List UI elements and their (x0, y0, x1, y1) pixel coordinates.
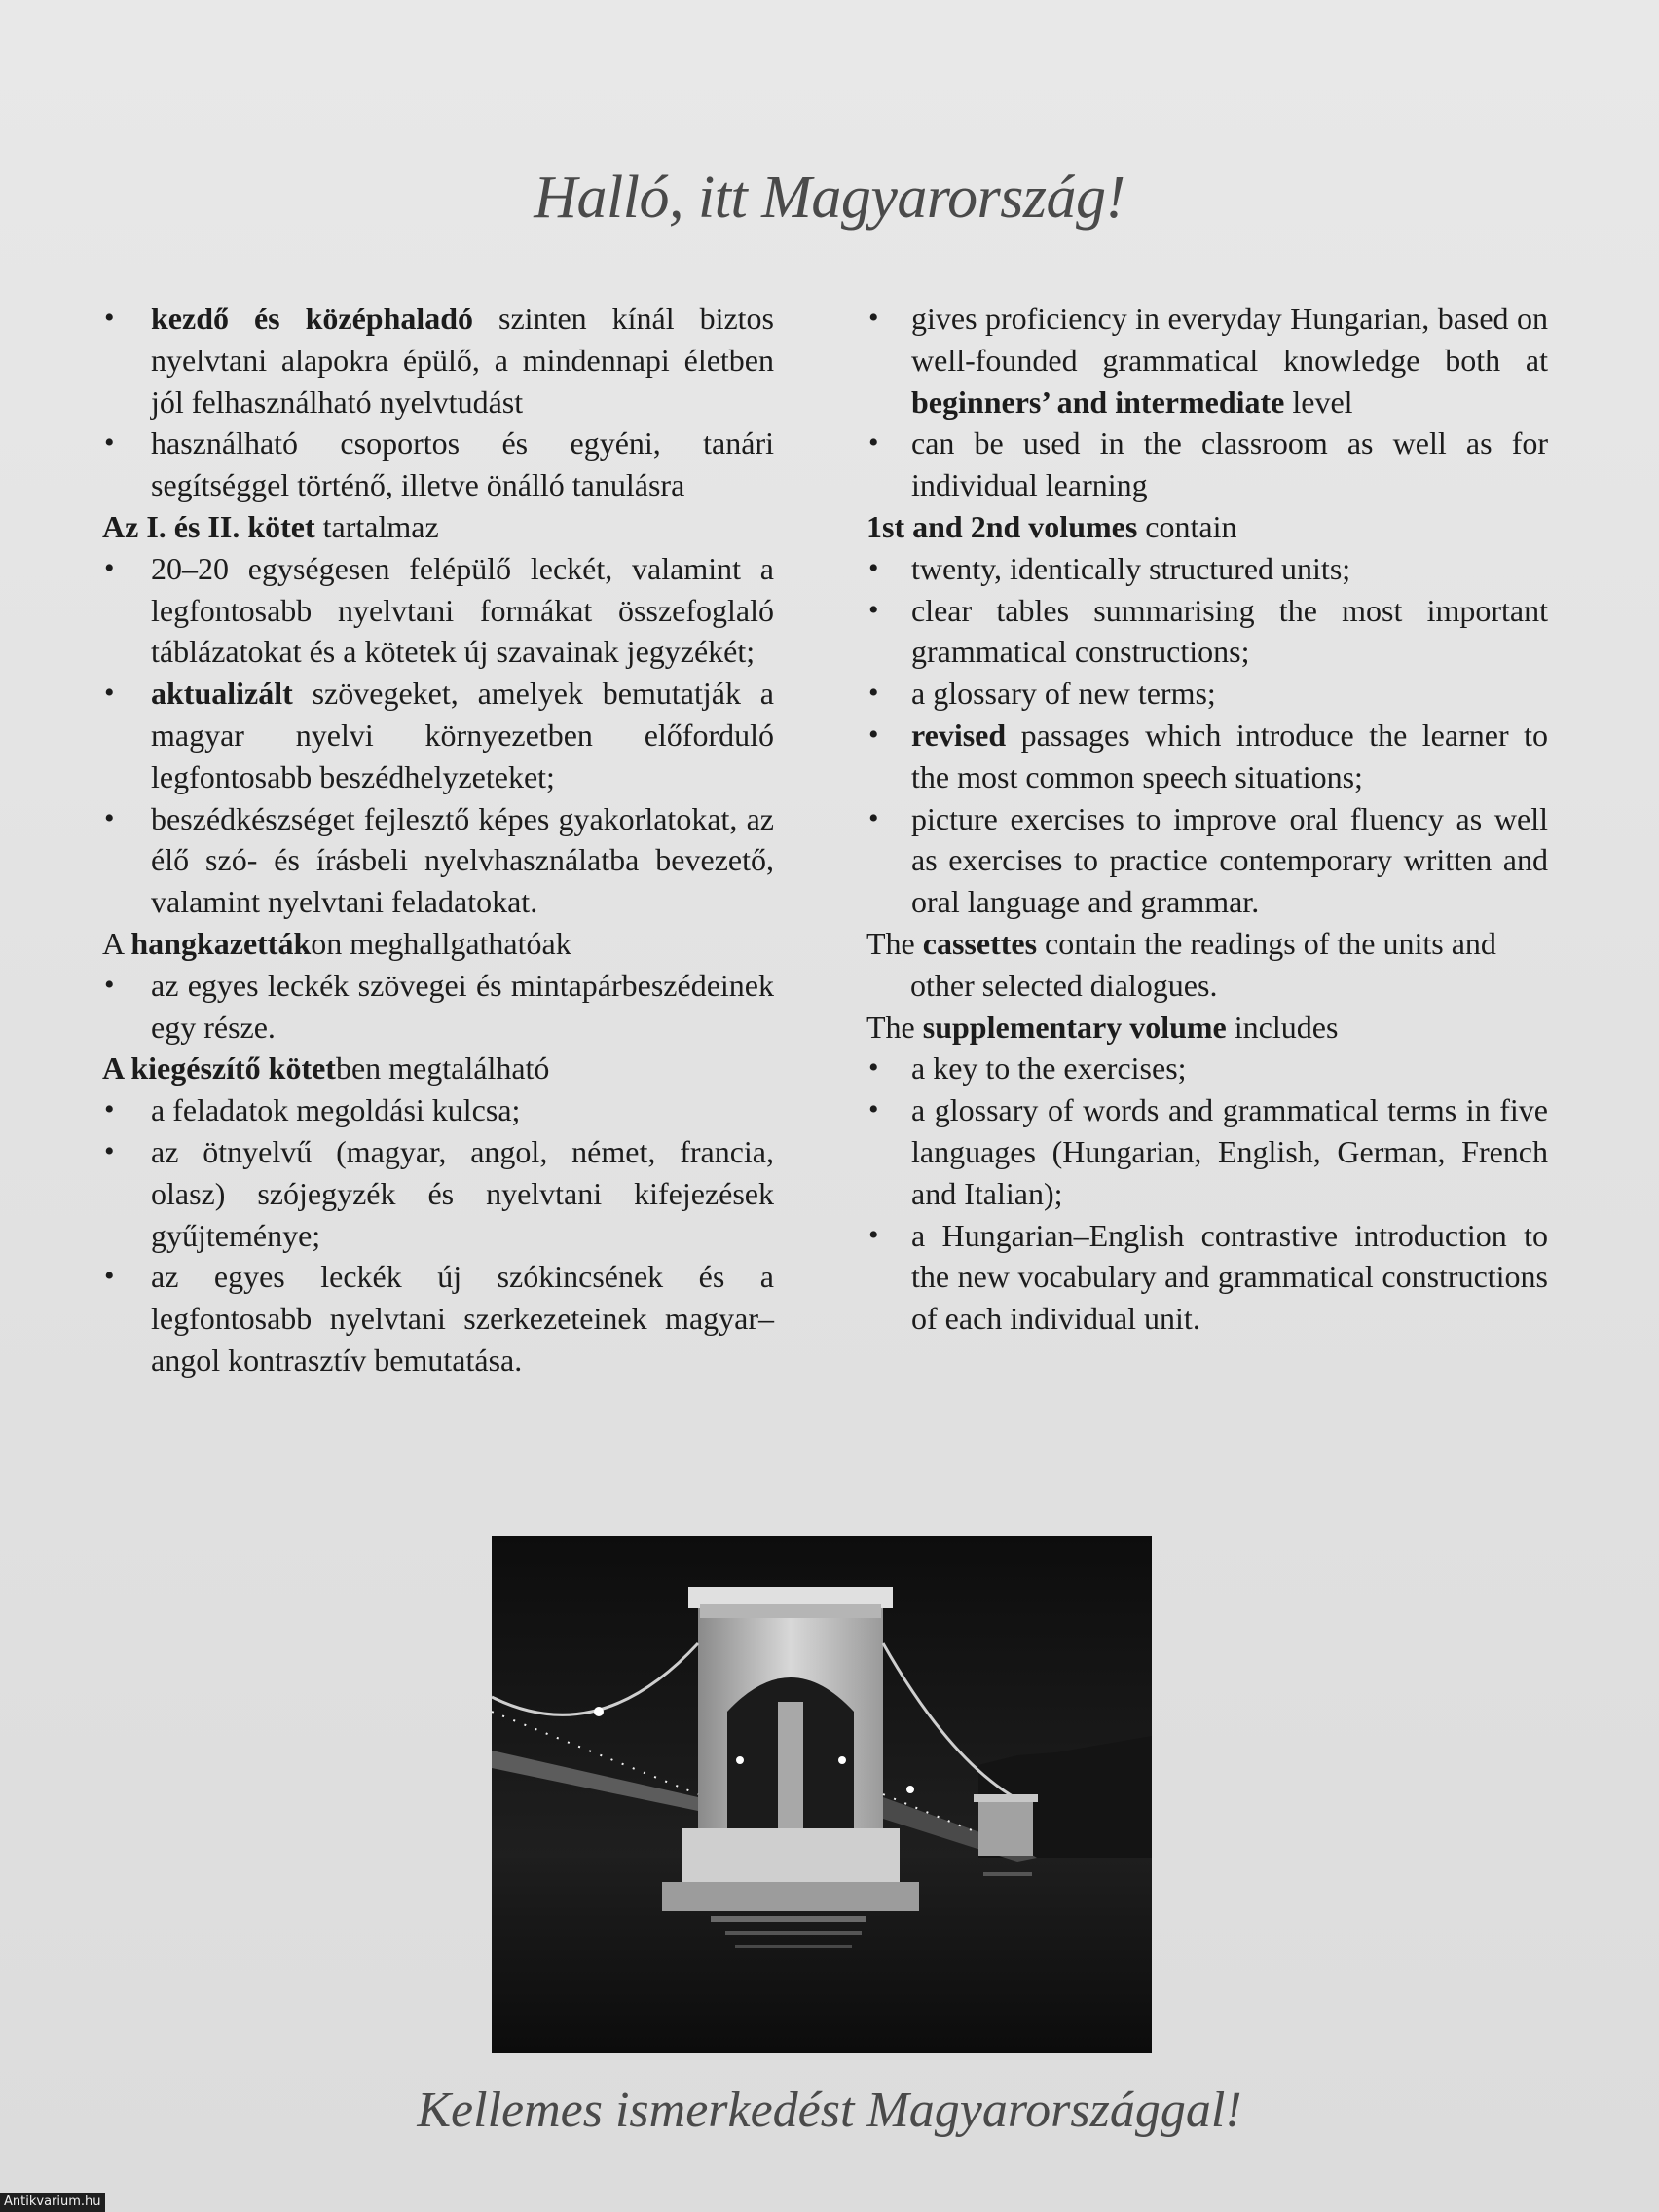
list-item: • az egyes leckék új szókincsének és a legfontosabb nyelvtani szerkezeteinek magyar–angol kontrasztív bemutatása. (102, 1256, 774, 1381)
list-item: • az ötnyelvű (magyar, angol, német, francia, olasz) szójegyzék és nyelvtani kifejezések gyűjteménye; (102, 1131, 774, 1256)
list-item: • a glossary of words and grammatical terms in five languages (Hungarian, English, German, French and Italian); (866, 1089, 1548, 1214)
cassette-paragraph-en: The cassettes contain the readings of the units and other selected dialogues. (866, 925, 1496, 1003)
list-item: • aktualizált szövegeket, amelyek bemutatják a magyar nyelvi környezetben előforduló legfontosabb beszédhelyzeteket; (102, 673, 774, 797)
list-item: • twenty, identically structured units; (866, 548, 1548, 590)
list-item: • használható csoportos és egyéni, tanári segítséggel történő, illetve önálló tanulásra (102, 423, 774, 506)
list-item: • picture exercises to improve oral fluency as well as exercises to practice contemporary written and oral language and grammar. (866, 798, 1548, 923)
supplementary-list-en (866, 1048, 1548, 1340)
volumes-heading-en: 1st and 2nd volumes contain (866, 508, 1237, 544)
list-item: • can be used in the classroom as well as for individual learning (866, 423, 1548, 506)
list-item: • revised passages which introduce the learner to the most common speech situations; (866, 715, 1548, 798)
list-item: • a Hungarian–English contrastive introduction to the new vocabulary and grammatical constructions of each individual unit. (866, 1215, 1548, 1340)
supplementary-heading-hu: A kiegészítő kötetben megtalálható (102, 1051, 550, 1087)
list-item: • gives proficiency in everyday Hungarian, based on well-founded grammatical knowledge both at beginners’ and intermediate level (866, 298, 1548, 423)
intro-list-en (866, 298, 1548, 506)
supplementary-list-hu (102, 1089, 774, 1382)
list-item: • a glossary of new terms; (866, 673, 1548, 715)
cassette-list-hu (102, 965, 774, 1049)
volumes-list-en (866, 548, 1548, 923)
english-column (866, 298, 1548, 1340)
page-title: Halló, itt Magyarország! (534, 165, 1125, 231)
hungarian-column (102, 298, 774, 1382)
list-item: • a feladatok megoldási kulcsa; (102, 1089, 774, 1131)
list-item: • az egyes leckék szövegei és mintapárbeszédeinek egy része. (102, 965, 774, 1049)
list-item: • a key to the exercises; (866, 1048, 1548, 1089)
cassette-heading-hu: A hangkazettákon meghallgathatóak (102, 925, 571, 961)
list-item: • beszédkészséget fejlesztő képes gyakorlatokat, az élő szó- és írásbeli nyelvhasználatba bevezető, valamint nyelvtani feladatokat. (102, 798, 774, 923)
chain-bridge-photo (492, 1536, 1152, 2053)
closing-greeting: Kellemes ismerkedést Magyarországgal! (417, 2083, 1242, 2138)
list-item: • clear tables summarising the most important grammatical constructions; (866, 590, 1548, 674)
volumes-heading-hu: Az I. és II. kötet tartalmaz (102, 508, 439, 544)
volumes-list-hu (102, 548, 774, 923)
intro-list-hu (102, 298, 774, 506)
list-item: • kezdő és középhaladó szinten kínál biztos nyelvtani alapokra épülő, a mindennapi életben jól felhasználható nyelvtudást (102, 298, 774, 423)
supplementary-heading-en: The supplementary volume includes (866, 1009, 1339, 1045)
bridge-illustration (492, 1536, 1152, 2053)
watermark-label: Antikvarium.hu (0, 2193, 105, 2212)
list-item: • 20–20 egységesen felépülő leckét, valamint a legfontosabb nyelvtani formákat összefoglaló táblázatokat és a kötetek új szavainak jegyzékét; (102, 548, 774, 673)
